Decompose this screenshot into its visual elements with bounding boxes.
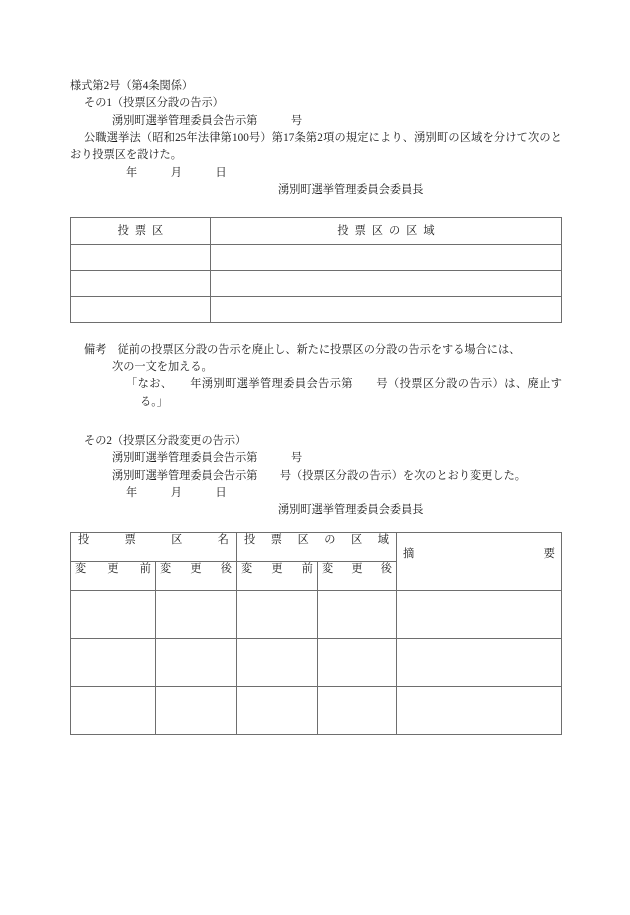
cell-remarks[interactable] (396, 590, 561, 638)
header-area-before: 変更前 (236, 561, 317, 590)
cell-polling-district[interactable] (71, 296, 211, 322)
cell-polling-district[interactable] (71, 244, 211, 270)
polling-district-table (70, 217, 562, 323)
cell-polling-district-area[interactable] (210, 296, 561, 322)
table-row (71, 244, 562, 270)
section1-notice-number: 湧別町選挙管理委員会告示第 号 (112, 114, 303, 127)
cell-area-after[interactable] (317, 590, 396, 638)
cell-polling-district[interactable] (71, 270, 211, 296)
polling-district-change-table (70, 532, 562, 735)
header-group-polling-district-area: 投票区の区域 (236, 532, 396, 561)
header-polling-district-area: 投票区の区域 (210, 217, 561, 244)
note-first-line (70, 342, 562, 359)
table-row (71, 638, 562, 686)
header-name-before: 変更前 (71, 561, 156, 590)
cell-name-after[interactable] (155, 686, 236, 734)
section2-heading: その2（投票区分設変更の告示） (84, 434, 247, 447)
note-label: 備考 (84, 343, 107, 356)
note-text: 従前の投票区分設の告示を廃止し、新たに投票区の分設の告示をする場合には、 (117, 343, 521, 356)
header-name-after: 変更後 (155, 561, 236, 590)
section2-amend-line: 湧別町選挙管理委員会告示第 号（投票区分設の告示）を次のとおり変更した。 (112, 469, 526, 482)
cell-polling-district-area[interactable] (210, 244, 561, 270)
table-row (71, 686, 562, 734)
cell-area-before[interactable] (236, 590, 317, 638)
cell-name-before[interactable] (71, 590, 156, 638)
note-second-line: 次の一文を加える。 (112, 360, 213, 373)
table-header-row (71, 217, 562, 244)
header-area-after: 変更後 (317, 561, 396, 590)
cell-area-after[interactable] (317, 638, 396, 686)
section2-notice-number: 湧別町選挙管理委員会告示第 号 (112, 452, 303, 465)
section1-date-line: 年 月 日 (126, 166, 227, 179)
section1-note (70, 342, 562, 411)
header-remarks: 摘要 (396, 532, 561, 590)
section2-signature: 湧別町選挙管理委員会委員長 (278, 504, 424, 517)
cell-area-before[interactable] (236, 638, 317, 686)
table-row (71, 296, 562, 322)
section1-body-paragraph: 公職選挙法（昭和25年法律第100号）第17条第2項の規定により、湧別町の区域を分けて次のとおり投票区を設けた。 (70, 132, 562, 162)
cell-polling-district-area[interactable] (210, 270, 561, 296)
cell-area-after[interactable] (317, 686, 396, 734)
cell-name-before[interactable] (71, 638, 156, 686)
section1-heading: その1（投票区分設の告示） (84, 97, 224, 110)
header-group-polling-district-name: 投票区名 (71, 532, 237, 561)
cell-remarks[interactable] (396, 686, 561, 734)
table-group-header-row (71, 532, 562, 561)
table-row (71, 590, 562, 638)
cell-remarks[interactable] (396, 638, 561, 686)
cell-name-before[interactable] (71, 686, 156, 734)
cell-name-after[interactable] (155, 638, 236, 686)
section1-signature: 湧別町選挙管理委員会委員長 (278, 184, 424, 197)
cell-area-before[interactable] (236, 686, 317, 734)
header-polling-district: 投票区 (71, 217, 211, 244)
form-title: 様式第2号（第4条関係） (70, 80, 194, 92)
section2-date-line: 年 月 日 (126, 487, 227, 500)
section2 (70, 433, 562, 520)
table-row (71, 270, 562, 296)
cell-name-after[interactable] (155, 590, 236, 638)
note-quote: 「なお、 年湧別町選挙管理委員会告示第 号（投票区分設の告示）は、廃止する。」 (126, 378, 562, 408)
